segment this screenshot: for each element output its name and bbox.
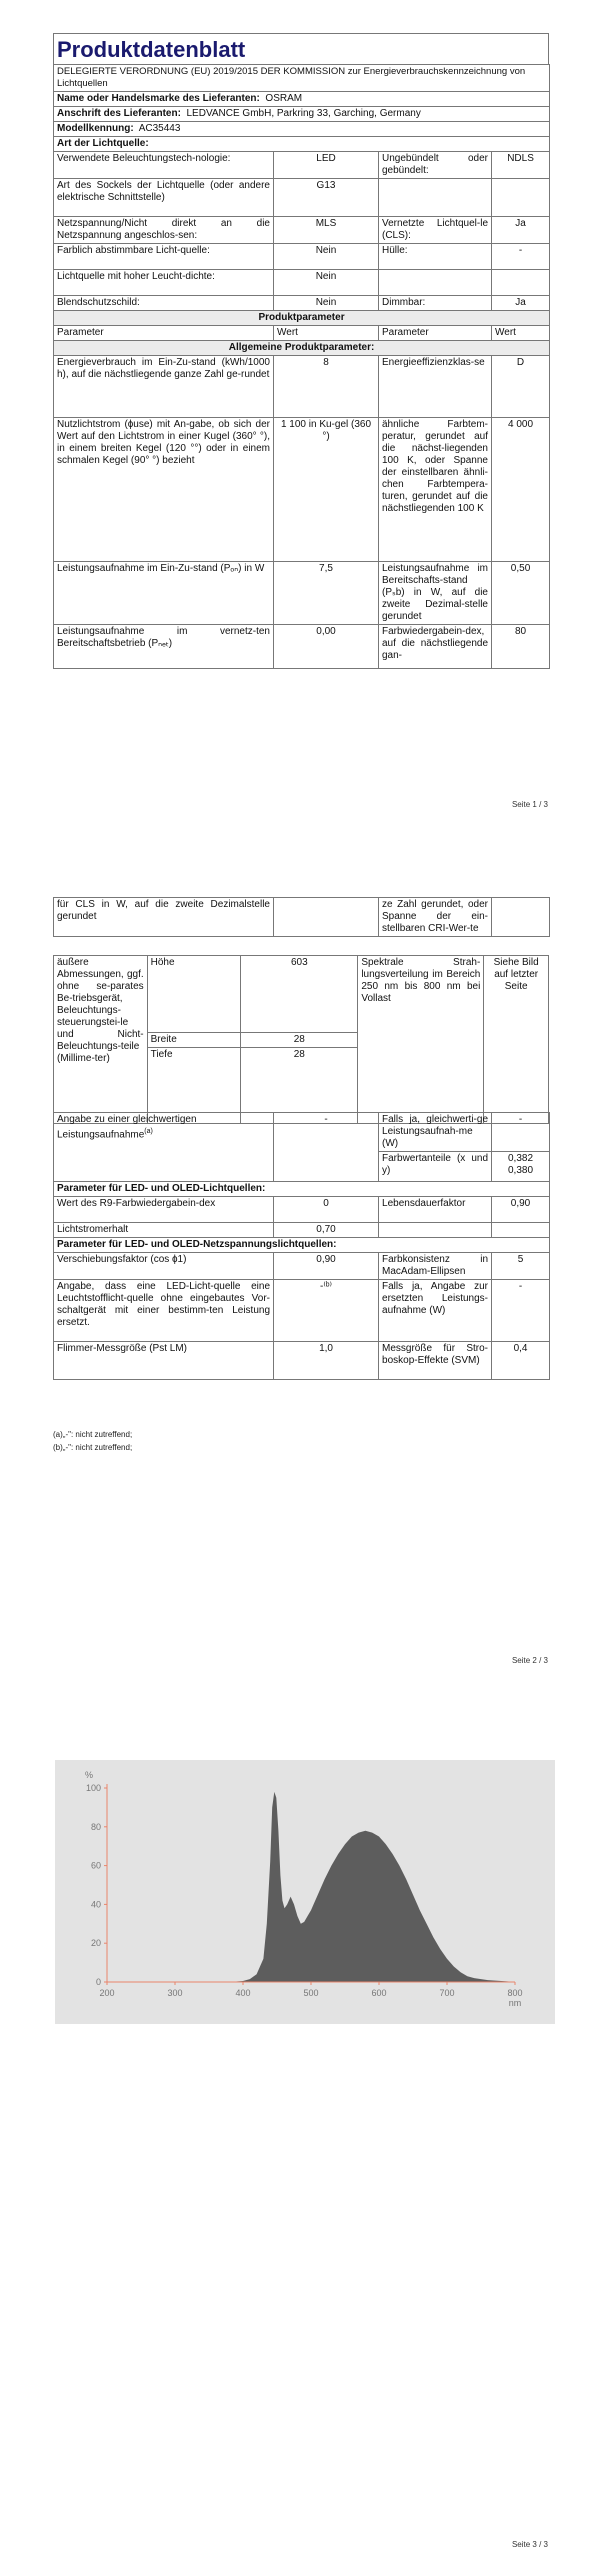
equiv-value: - — [274, 1113, 379, 1182]
mains-param-value: -⁽ᵇ⁾ — [274, 1280, 379, 1342]
spectral-label: Spektrale Strah-lungsverteilung im Bereich 250 nm bis 800 nm bei Vollast — [358, 956, 484, 1124]
footnotes — [53, 1428, 132, 1454]
spectral-chart — [55, 1760, 555, 2024]
general-param-row — [54, 356, 550, 418]
lamp-type-label: Blendschutzschild: — [54, 296, 274, 311]
supplier-address-row — [54, 107, 550, 122]
mains-param-row — [54, 1342, 550, 1380]
mains-param-value-2: - — [492, 1280, 550, 1342]
lamp-type-value-2 — [492, 270, 550, 296]
lamp-type-label-2 — [379, 270, 492, 296]
y-tick-label: 80 — [90, 1821, 101, 1832]
chromaticity-x: 0,382 — [508, 1153, 534, 1164]
supplier-name-label: Name oder Handelsmarke des Lieferanten: — [57, 93, 260, 104]
x-tick-label: 500 — [303, 1988, 319, 1998]
model-value: AC35443 — [138, 123, 181, 134]
lamp-type-value: Nein — [274, 296, 379, 311]
cri-value-cont — [492, 898, 550, 937]
product-params-heading: Produktparameter — [54, 311, 550, 326]
lamp-type-label: Lichtquelle mit hoher Leucht-dichte: — [54, 270, 274, 296]
equiv-label-text: Angabe zu einer gleichwertigen Leistungsaufnahme — [57, 1114, 197, 1141]
equiv-footnote-ref: (a) — [144, 1128, 153, 1135]
regulation-subtitle: DELEGIERTE VERORDNUNG (EU) 2019/2015 DER KOMMISSION zur Energieverbrauchskennzeichnung von Lichtquellen — [54, 65, 550, 92]
dimensions-label: äußere Abmessungen, ggf. ohne se-parates Be-triebsgerät, Beleuchtungs-steuerungstei-le und Nicht-Beleuchtungs-teile (Millime-ter) — [54, 956, 148, 1124]
mains-param-label-2: Messgröße für Stro-boskop-Effekte (SVM) — [379, 1342, 492, 1380]
dim-name-1: Breite — [147, 1032, 241, 1047]
y-tick-label: 0 — [95, 1977, 101, 1987]
led-param-value-2: 0,90 — [492, 1197, 550, 1223]
general-param-label-2: ähnliche Farbtem-peratur, gerundet auf die nächst-liegenden 100 K, oder Spanne der einstellbaren ähnli-chen Farbtempera-turen, gerundet auf die nächstliegenden 100 K — [379, 418, 492, 562]
led-param-label-2 — [379, 1223, 492, 1238]
lamp-type-label: Art des Sockels der Lichtquelle (oder andere elektrische Schnittstelle) — [54, 179, 274, 217]
col-header-param: Parameter — [54, 326, 274, 341]
model-label: Modellkennung: — [57, 123, 134, 134]
general-param-value: 1 100 in Ku-gel (360 °) — [274, 418, 379, 562]
dim-name-0: Höhe — [147, 956, 241, 1033]
y-tick-label: 40 — [90, 1899, 101, 1910]
product-sheet-table-3 — [53, 1112, 550, 1380]
page-number-1: Seite 1 / 3 — [511, 800, 548, 809]
led-param-label: Wert des R9-Farbwiedergabein-dex — [54, 1197, 274, 1223]
lamp-type-label: Farblich abstimmbare Licht-quelle: — [54, 244, 274, 270]
lamp-type-row — [54, 270, 550, 296]
page-2 — [0, 848, 603, 1668]
equiv-power-label: Falls ja, gleichwerti-ge Leistungsaufnah-me (W) — [379, 1113, 492, 1152]
lamp-type-label-2: Hülle: — [379, 244, 492, 270]
general-param-value: 7,5 — [274, 562, 379, 625]
supplier-address-value: LEDVANCE GmbH, Parkring 33, Garching, Germany — [186, 108, 421, 119]
equiv-label — [54, 1113, 274, 1182]
equiv-power-value: - — [492, 1113, 550, 1152]
lamp-type-label-2: Vernetzte Lichtquel-le (CLS): — [379, 217, 492, 244]
y-tick-label: 60 — [90, 1860, 101, 1871]
net-standby-value: 0,00 — [274, 625, 379, 669]
lamp-type-label: Netzspannung/Nicht direkt an die Netzspannung angeschlos-sen: — [54, 217, 274, 244]
x-tick-label: 400 — [235, 1988, 251, 1998]
supplier-name-value: OSRAM — [265, 93, 303, 104]
cri-value: 80 — [492, 625, 550, 669]
lamp-type-value: MLS — [274, 217, 379, 244]
led-param-row — [54, 1197, 550, 1223]
product-sheet-table-2 — [53, 897, 550, 937]
lamp-type-label: Verwendete Beleuchtungstech-nologie: — [54, 152, 274, 179]
led-param-row — [54, 1223, 550, 1238]
general-param-row — [54, 562, 550, 625]
product-sheet-table-1 — [53, 64, 550, 669]
mains-param-value-2: 5 — [492, 1253, 550, 1280]
mains-param-value-2: 0,4 — [492, 1342, 550, 1380]
model-row — [54, 122, 550, 137]
y-axis-unit: % — [84, 1770, 94, 1780]
lamp-type-row — [54, 152, 550, 179]
mains-param-row — [54, 1253, 550, 1280]
x-tick-label: 800 — [507, 1988, 523, 1998]
general-param-value-2: 4 000 — [492, 418, 550, 562]
lamp-type-value: Nein — [274, 244, 379, 270]
page-1 — [0, 0, 603, 820]
dim-value-1: 28 — [241, 1032, 358, 1047]
mains-param-label: Angabe, dass eine LED-Licht-quelle eine Leuchtstofflicht-quelle ohne eingebautes Vor-schaltgerät mit einer bestimm-ten Leistung ersetzt. — [54, 1280, 274, 1342]
page-3 — [0, 1700, 603, 2560]
dim-value-2: 28 — [241, 1047, 358, 1124]
lamp-type-value-2: Ja — [492, 217, 550, 244]
page-number-3: Seite 3 / 3 — [511, 2540, 548, 2549]
lamp-type-value: LED — [274, 152, 379, 179]
mains-param-label-2: Farbkonsistenz in MacAdam-Ellipsen — [379, 1253, 492, 1280]
lamp-type-label-2: Ungebündelt oder gebündelt: — [379, 152, 492, 179]
led-param-value: 0,70 — [274, 1223, 379, 1238]
net-standby-label: Leistungsaufnahme im vernetz-ten Bereitschaftsbetrieb (Pₙₑₜ) — [54, 625, 274, 669]
title-text: Produktdatenblatt — [57, 37, 246, 62]
mains-param-value: 0,90 — [274, 1253, 379, 1280]
x-axis-unit: nm — [508, 1998, 522, 2008]
spectral-value: Siehe Bild auf letzter Seite — [484, 956, 549, 1124]
lamp-type-row — [54, 296, 550, 311]
net-standby-label-cont: für CLS in W, auf die zweite Dezimalstelle gerundet — [54, 898, 274, 937]
footnote-a: (a)„-": nicht zutreffend; — [53, 1430, 133, 1439]
dim-value-0: 603 — [241, 956, 358, 1033]
general-param-label: Nutzlichtstrom (ɸuse) mit An-gabe, ob sich der Wert auf den Lichtstrom in einer Kugel (360° °), in einem breiten Kegel (120 °°) oder in einem schmalen Kegel (90° °) bezieht — [54, 418, 274, 562]
col-header-param-2: Parameter — [379, 326, 492, 341]
general-param-label: Energieverbrauch im Ein-Zu-stand (kWh/1000 h), auf die nächstliegende ganze Zahl ge-rundet — [54, 356, 274, 418]
general-param-label-2: Leistungsaufnahme im Bereitschafts-stand (Pₛb) in W, auf die zweite Dezimal-stelle gerundet — [379, 562, 492, 625]
document-title — [53, 33, 549, 65]
spectrum-area — [229, 1792, 515, 1982]
supplier-name-row — [54, 92, 550, 107]
lamp-type-value: Nein — [274, 270, 379, 296]
mains-param-value: 1,0 — [274, 1342, 379, 1380]
mains-param-label-2: Falls ja, Angabe zur ersetzten Leistungs-aufnahme (W) — [379, 1280, 492, 1342]
lamp-type-value: G13 — [274, 179, 379, 217]
lamp-type-label-2 — [379, 179, 492, 217]
lamp-type-row — [54, 217, 550, 244]
x-tick-label: 600 — [371, 1988, 387, 1998]
led-param-label: Lichtstromerhalt — [54, 1223, 274, 1238]
x-tick-label: 300 — [167, 1988, 183, 1998]
led-param-label-2: Lebensdauerfaktor — [379, 1197, 492, 1223]
y-tick-label: 20 — [90, 1938, 101, 1949]
general-param-row — [54, 418, 550, 562]
lamp-type-label-2: Dimmbar: — [379, 296, 492, 311]
lamp-type-value-2: NDLS — [492, 152, 550, 179]
lamp-type-value-2: - — [492, 244, 550, 270]
y-tick-label: 100 — [85, 1783, 101, 1793]
x-tick-label: 200 — [99, 1988, 115, 1998]
led-param-value: 0 — [274, 1197, 379, 1223]
chromaticity-y: 0,380 — [508, 1165, 534, 1176]
lamp-type-row — [54, 244, 550, 270]
mains-param-label: Flimmer-Messgröße (Pst LM) — [54, 1342, 274, 1380]
page-number-2: Seite 2 / 3 — [511, 1656, 548, 1665]
general-param-value: 8 — [274, 356, 379, 418]
general-param-label: Leistungsaufnahme im Ein-Zu-stand (Pₒₙ) in W — [54, 562, 274, 625]
general-params-heading: Allgemeine Produktparameter: — [54, 341, 550, 356]
general-param-value-2: D — [492, 356, 550, 418]
col-header-value: Wert — [274, 326, 379, 341]
net-standby-value-cont — [274, 898, 379, 937]
led-param-value-2 — [492, 1223, 550, 1238]
supplier-address-label: Anschrift des Lieferanten: — [57, 108, 181, 119]
lamp-type-value-2 — [492, 179, 550, 217]
footnote-b: (b)„-": nicht zutreffend; — [53, 1443, 133, 1452]
general-param-value-2: 0,50 — [492, 562, 550, 625]
dim-name-2: Tiefe — [147, 1047, 241, 1124]
mains-params-heading: Parameter für LED- und OLED-Netzspannungslichtquellen: — [54, 1238, 550, 1253]
spectral-chart-svg — [55, 1760, 555, 2024]
chromaticity-label: Farbwertanteile (x und y) — [379, 1152, 492, 1182]
x-tick-label: 700 — [439, 1988, 455, 1998]
lamp-type-heading: Art der Lichtquelle: — [54, 137, 550, 152]
cri-label: Farbwiedergabein-dex, auf die nächstliegende gan- — [379, 625, 492, 669]
lamp-type-value-2: Ja — [492, 296, 550, 311]
mains-param-label: Verschiebungsfaktor (cos ɸ1) — [54, 1253, 274, 1280]
chromaticity-value — [492, 1152, 550, 1182]
dimensions-table — [53, 955, 549, 1124]
led-params-heading: Parameter für LED- und OLED-Lichtquellen: — [54, 1182, 550, 1197]
col-header-value-2: Wert — [492, 326, 550, 341]
mains-param-row — [54, 1280, 550, 1342]
lamp-type-row — [54, 179, 550, 217]
general-param-label-2: Energieeffizienzklas-se — [379, 356, 492, 418]
cri-label-cont: ze Zahl gerundet, oder Spanne der ein-stellbaren CRI-Wer-te — [379, 898, 492, 937]
